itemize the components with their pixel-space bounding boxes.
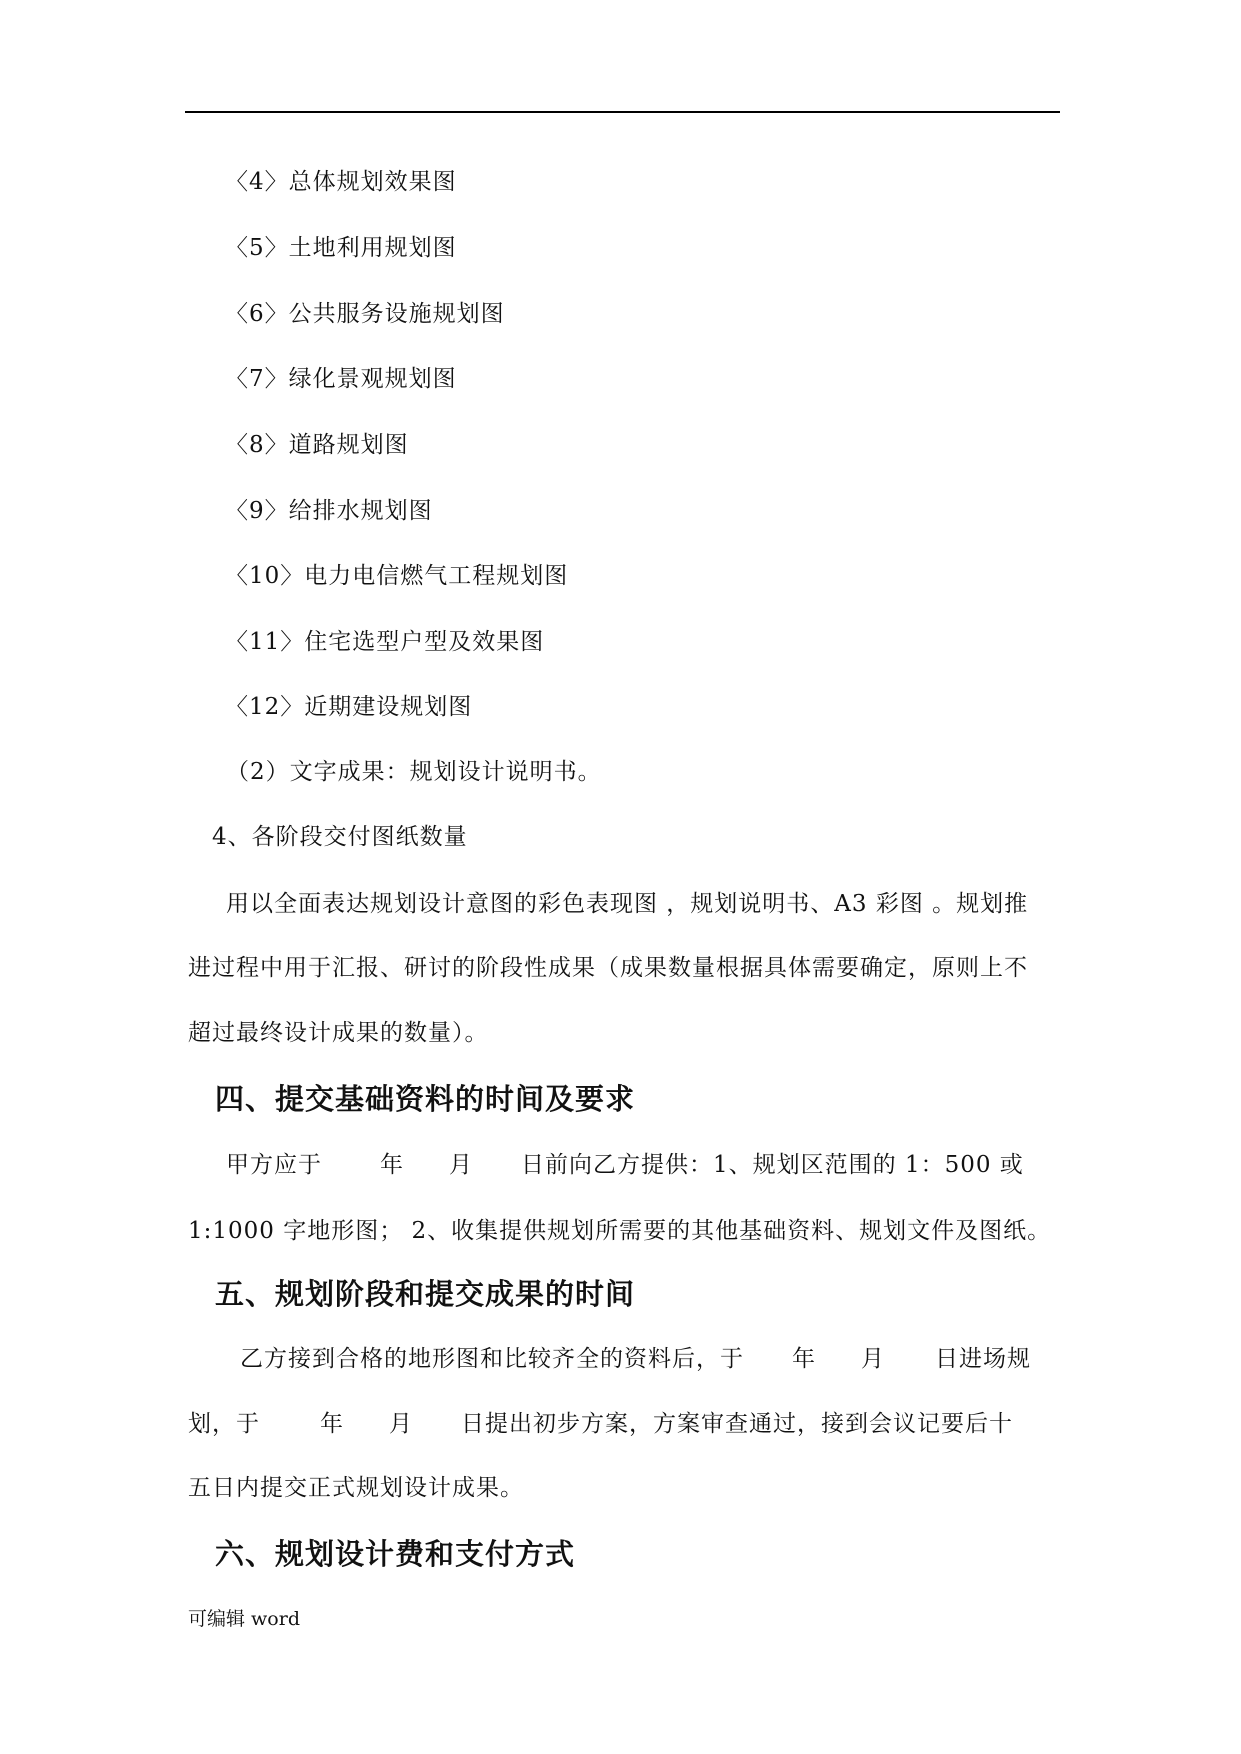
section-heading: 四、提交基础资料的时间及要求 (215, 1082, 636, 1116)
paragraph-line: 用以全面表达规划设计意图的彩色表现图 ，规划说明书、A3 彩图 。规划推 (226, 891, 1029, 917)
paragraph-line: 超过最终设计成果的数量）。 (188, 1020, 489, 1046)
list-item: 〈5〉土地利用规划图 (225, 235, 457, 261)
year-label: 年 (792, 1346, 816, 1372)
month-label: 月 (389, 1411, 413, 1437)
line-text: 日进场规 (935, 1346, 1031, 1372)
list-item: 〈12〉近期建设规划图 (225, 694, 473, 720)
text-result-line: （2）文字成果：规划设计说明书。 (226, 759, 602, 785)
paragraph-line: 进过程中用于汇报、研讨的阶段性成果（成果数量根据具体需要确定，原则上不 (188, 955, 1028, 981)
list-item: 〈4〉总体规划效果图 (225, 169, 457, 195)
list-item: 〈6〉公共服务设施规划图 (225, 301, 505, 327)
paragraph-line: 五日内提交正式规划设计成果。 (188, 1475, 524, 1501)
list-item: 〈8〉道路规划图 (225, 432, 409, 458)
list-item: 〈7〉绿化景观规划图 (225, 366, 457, 392)
year-label: 年 (320, 1411, 344, 1437)
list-item: 〈10〉电力电信燃气工程规划图 (225, 563, 569, 589)
line-text: 日提出初步方案，方案审查通过，接到会议记要后十 (461, 1411, 1013, 1437)
paragraph-line (226, 1150, 1024, 1180)
section-heading: 六、规划设计费和支付方式 (215, 1537, 576, 1571)
month-label: 月 (449, 1152, 473, 1178)
line-text: 日前向乙方提供：1、规划区范围的 1：500 或 (521, 1152, 1024, 1178)
year-label: 年 (380, 1152, 404, 1178)
line-text: 乙方接到合格的地形图和比较齐全的资料后，于 (240, 1346, 744, 1372)
subsection-title: 4、各阶段交付图纸数量 (212, 824, 468, 850)
line-text: 甲方应于 (226, 1152, 322, 1178)
month-label: 月 (861, 1346, 885, 1372)
section-heading: 五、规划阶段和提交成果的时间 (215, 1277, 636, 1311)
line-text: 划，于 (188, 1411, 260, 1437)
list-item: 〈9〉给排水规划图 (225, 498, 433, 524)
footer-label: 可编辑 word (188, 1608, 300, 1630)
header-rule (185, 111, 1060, 113)
paragraph-line (240, 1344, 1031, 1374)
paragraph-line (188, 1409, 1013, 1439)
paragraph-line: 1:1000 字地形图； 2、收集提供规划所需要的其他基础资料、规划文件及图纸。 (188, 1218, 1052, 1244)
list-item: 〈11〉住宅选型户型及效果图 (225, 629, 545, 655)
